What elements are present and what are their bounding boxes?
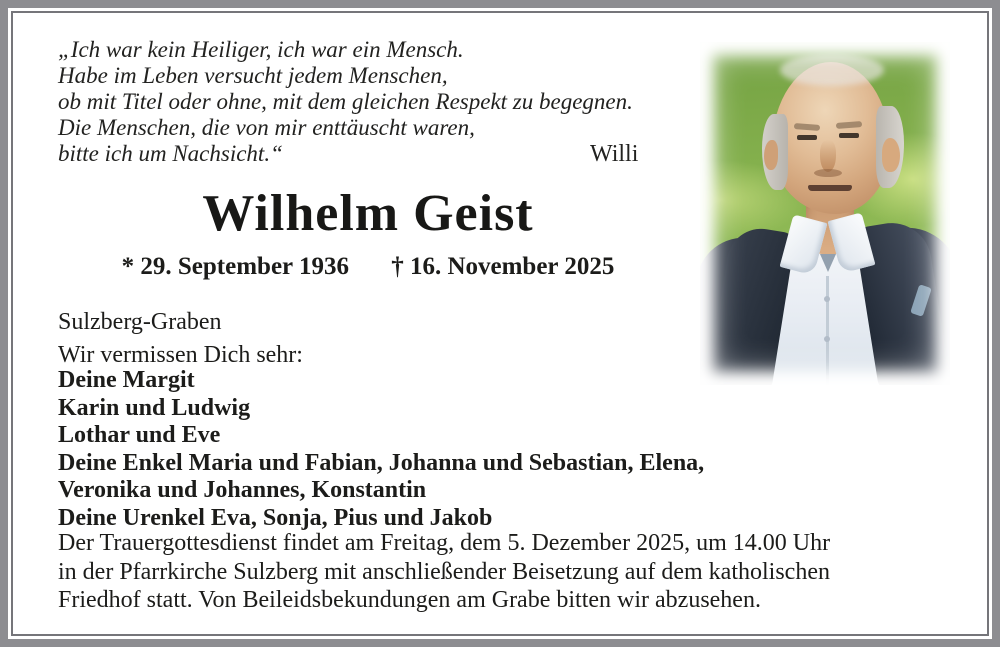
portrait-eye-right [839, 133, 859, 138]
memorial-quote [58, 37, 698, 167]
deceased-name: Wilhelm Geist [202, 185, 534, 242]
portrait-shirt-vneck [820, 254, 836, 272]
portrait-shirt-button [824, 296, 830, 302]
mourners-list [58, 367, 818, 532]
residence-location: Sulzberg-Graben [58, 309, 222, 335]
mourner-line: Karin und Ludwig [58, 394, 251, 421]
portrait-mouth [808, 185, 852, 191]
mourner-line: Veronika und Johannes, Konstantin [58, 477, 427, 503]
portrait-nose-shadow [814, 169, 842, 177]
life-dates [58, 252, 678, 282]
portrait-shirt-button [824, 336, 830, 342]
portrait-nose [820, 140, 836, 172]
mourner-line: Deine Urenkel Eva, Sonja, Pius und Jakob [58, 504, 493, 531]
quote-line: bitte ich um Nachsicht.“ [58, 141, 283, 166]
notice-inner-frame [11, 11, 989, 636]
portrait-grass-background [700, 42, 950, 385]
death-date: † 16. November 2025 [391, 253, 615, 280]
portrait-ear-left [764, 140, 778, 170]
portrait-ear-right [882, 138, 900, 172]
notice-content [13, 13, 987, 634]
quote-line: Die Menschen, die von mir enttäuscht waren, [58, 115, 475, 140]
portrait-hair-top [780, 54, 884, 86]
quote-line: „Ich war kein Heiliger, ich war ein Mensch. [58, 37, 464, 62]
mourner-line: Deine Enkel Maria und Fabian, Johanna und Sebastian, Elena, [58, 449, 705, 476]
portrait-eye-left [797, 135, 817, 140]
mourners-intro: Wir vermissen Dich sehr: [58, 342, 303, 368]
birth-date: * 29. September 1936 [121, 253, 349, 280]
quote-attribution: Willi [590, 141, 639, 167]
quote-line: ob mit Titel oder ohne, mit dem gleichen Respekt zu begegnen. [58, 89, 633, 114]
service-line: Friedhof statt. Von Beileidsbekundungen am Grabe bitten wir abzusehen. [58, 587, 761, 613]
service-line: in der Pfarrkirche Sulzberg mit anschließender Beisetzung auf dem katholischen [58, 558, 830, 585]
service-details [58, 529, 968, 615]
quote-line: Habe im Leben versucht jedem Menschen, [58, 63, 448, 88]
mourner-line: Deine Margit [58, 367, 195, 393]
portrait-shirt-placket [826, 276, 829, 385]
service-line: Der Trauergottesdienst findet am Freitag, dem 5. Dezember 2025, um 14.00 Uhr [58, 530, 831, 556]
portrait-photo [700, 42, 950, 385]
mourner-line: Lothar und Eve [58, 422, 221, 448]
